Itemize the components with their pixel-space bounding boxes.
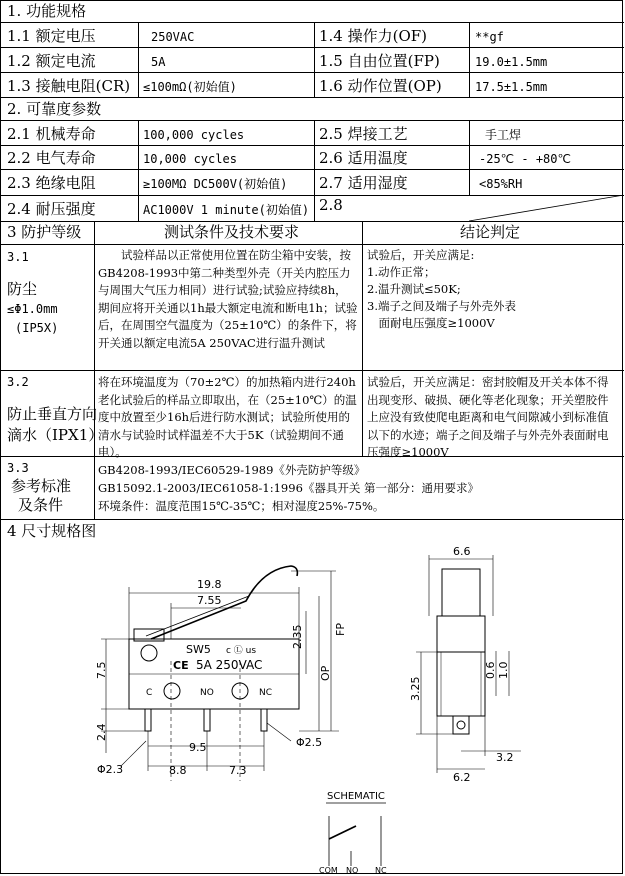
humidity-value: <85%RH: [479, 177, 523, 191]
marking-model: SW5: [186, 643, 211, 656]
roller: [141, 645, 157, 661]
contact-resistance-value: ≤100mΩ(初始值): [143, 80, 237, 94]
ref-standard-label: 参考标准: [11, 477, 72, 495]
rated-voltage-label: 1.1 额定电压: [7, 27, 96, 45]
drip-label-1: 防止垂直方向: [7, 405, 98, 423]
ref-line-3: 环境条件：温度范围15℃-35℃；相对湿度25%-75%。: [98, 499, 385, 513]
dim-fp: FP: [334, 623, 347, 636]
contact-resistance-label: 1.3 接触电阻(CR): [7, 77, 131, 95]
dim-19-8: 19.8: [197, 578, 222, 591]
dim-2-35: 2.35: [291, 624, 304, 649]
mount-hole-left: [164, 683, 180, 699]
rated-voltage-value: 250VAC: [151, 30, 195, 44]
marking-no: NO: [200, 688, 214, 698]
electrical-life-value: 10,000 cycles: [143, 152, 237, 166]
dimension-drawing: [1, 541, 624, 875]
terminal-com: [145, 709, 151, 731]
operating-position-label: 1.6 动作位置(OP): [319, 77, 442, 95]
free-position-label: 1.5 自由位置(FP): [319, 52, 440, 70]
marking-ce: CE: [173, 659, 189, 672]
rated-current-label: 1.2 额定电流: [7, 52, 96, 70]
item-3-3-number: 3.3: [7, 461, 29, 475]
section-1-title: 1. 功能规格: [7, 2, 87, 20]
operating-position-value: 17.5±1.5mm: [475, 80, 548, 94]
marking-nc: NC: [259, 688, 273, 698]
dim-7-55: 7.55: [197, 594, 222, 607]
section-4-title: 4 尺寸规格图: [7, 522, 97, 540]
side-view-terminal: [453, 716, 469, 734]
dielectric-label: 2.4 耐压强度: [7, 200, 96, 218]
marking-rating: 5A 250VAC: [196, 658, 263, 672]
rated-current-value: 5A: [151, 55, 166, 69]
dim-6-6: 6.6: [453, 545, 471, 558]
dim-3-2: 3.2: [496, 751, 514, 764]
operating-force-value: **gf: [475, 30, 504, 44]
dim-7-3: 7.3: [229, 764, 247, 777]
dim-6-2: 6.2: [453, 771, 471, 784]
drip-label-2: 滴水（IPX1）: [7, 426, 104, 444]
dim-3-25: 3.25: [409, 676, 422, 701]
schematic-title: SCHEMATIC: [327, 791, 385, 802]
ref-line-2: GB15092.1-2003/IEC61058-1:1996《器具开关 第一部分：通用要求》: [98, 481, 480, 495]
dim-8-8: 8.8: [169, 764, 187, 777]
test-conditions-header: 测试条件及技术要求: [164, 223, 300, 241]
terminal-no: [204, 709, 210, 731]
terminal-nc: [261, 709, 267, 731]
dim-7-5: 7.5: [95, 661, 108, 679]
free-position-value: 19.0±1.5mm: [475, 55, 548, 69]
dielectric-value: AC1000V 1 minute(初始值): [143, 203, 310, 217]
dim-0-6: 0.6: [484, 661, 497, 679]
mechanical-life-label: 2.1 机械寿命: [7, 125, 96, 143]
section-3-title: 3 防护等级: [7, 223, 82, 241]
dim-phi-2-3: Φ2.3: [97, 763, 124, 776]
section-2-title: 2. 可靠度参数: [7, 100, 102, 118]
dim-op: OP: [319, 665, 332, 681]
conclusion-header: 结论判定: [460, 223, 521, 241]
temperature-value: -25℃ - +80℃: [479, 152, 571, 166]
operating-force-label: 1.4 操作力(OF): [319, 27, 428, 45]
empty-cell-diagonal: [469, 195, 624, 221]
side-view-top: [437, 616, 485, 652]
dust-result-line-1: 1.动作正常；: [367, 265, 436, 279]
schematic-no: NO: [346, 866, 359, 875]
dim-phi-2-5: Φ2.5: [296, 736, 323, 749]
insulation-value: ≥100MΩ DC500V(初始值): [143, 177, 288, 191]
item-2-8-label: 2.8: [319, 196, 343, 214]
item-3-2-number: 3.2: [7, 375, 29, 389]
actuator-lever: [151, 566, 297, 639]
drip-result-text: 试验后，开关应满足：密封胶帽及开关本体不得出现变形、破损、硬化等老化现象；开关塑胶件上应没有致使爬电距离和电气间隙减小到标准值以下的水迹；端子之间及端子与外壳外表面耐电压强度≥1000V: [367, 375, 609, 459]
soldering-label: 2.5 焊接工艺: [319, 125, 408, 143]
marking-ul: c Ⓛ us: [226, 646, 257, 656]
ref-conditions-label: 及条件: [18, 496, 64, 514]
schematic-nc: NC: [375, 866, 387, 875]
ref-line-1: GB4208-1993/IEC60529-1989《外壳防护等级》: [98, 463, 366, 477]
ip5x-label: (IP5X): [15, 321, 59, 335]
insulation-label: 2.3 绝缘电阻: [7, 174, 96, 192]
dim-1-0: 1.0: [497, 661, 510, 679]
schematic-contact-arm: [329, 826, 356, 839]
dust-test-text: 试验样品以正常使用位置在防尘箱中安装，按GB4208-1993中第二种类型外壳（开关内腔压力与周围大气压力相同）进行试验;试验应持续8h，期间应将开关通以1h最大额定电流和断电1h；试验后，在周围空气温度为（25±10℃）的条件下，将开关通以额定电流5A 250VAC进行温升测试: [98, 248, 358, 350]
side-view-body: [437, 652, 485, 716]
marking-c: C: [146, 688, 153, 698]
mechanical-life-value: 100,000 cycles: [143, 128, 245, 142]
dust-result-line-4: 面耐电压强度≥1000V: [367, 316, 495, 330]
dust-size-label: ≤Φ1.0mm: [7, 302, 58, 316]
dust-result-line-0: 试验后，开关应满足:: [367, 248, 475, 262]
dust-result-line-2: 2.温升测试≤50K;: [367, 282, 461, 296]
item-3-1-number: 3.1: [7, 250, 29, 264]
drip-test-text: 将在环境温度为（70±2℃）的加热箱内进行240h老化试验后的样品立即取出，在（25±10℃）的温度中放置至少16h后进行防水测试；试验所使用的清水与试验时试样温差不大于5K（试验期间不通电）。: [98, 375, 357, 459]
dim-9-5: 9.5: [189, 741, 207, 754]
electrical-life-label: 2.2 电气寿命: [7, 149, 96, 167]
dust-label: 防尘: [7, 280, 38, 298]
schematic-com: COM: [319, 866, 338, 875]
dust-result-line-3: 3.端子之间及端子与外壳外表: [367, 299, 516, 313]
humidity-label: 2.7 适用湿度: [319, 174, 408, 192]
temperature-label: 2.6 适用温度: [319, 149, 408, 167]
dim-2-4: 2.4: [95, 723, 108, 741]
soldering-value: 手工焊: [485, 128, 522, 142]
